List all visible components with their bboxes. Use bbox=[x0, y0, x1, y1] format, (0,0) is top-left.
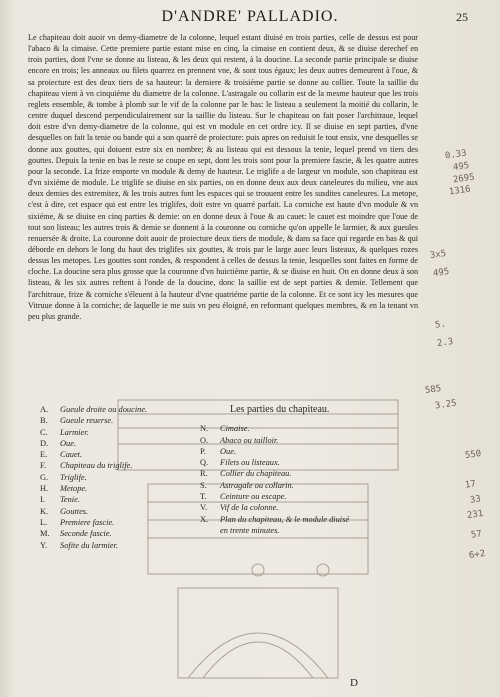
legend-key: K. bbox=[40, 506, 49, 516]
legend-key: Y. bbox=[40, 540, 48, 550]
legend-right bbox=[200, 404, 420, 536]
legend-label: en trente minutes. bbox=[220, 525, 280, 535]
legend-key: G. bbox=[40, 472, 49, 482]
margin-note: 2695 bbox=[452, 172, 476, 186]
margin-note: 585 bbox=[424, 383, 442, 397]
margin-note: 0.33 bbox=[444, 148, 468, 162]
legend-label: Plan du chapiteau, & le module diuisé bbox=[220, 514, 350, 524]
legend-title: Les parties du chapiteau. bbox=[230, 404, 330, 415]
legend-right-list bbox=[200, 423, 420, 536]
legend-left-list bbox=[40, 404, 210, 551]
margin-note: 495 bbox=[452, 160, 470, 174]
legend-label: Abaco ou tailloir. bbox=[220, 435, 279, 445]
legend-label: Premiere fascie. bbox=[60, 517, 115, 527]
legend-key: N. bbox=[200, 424, 209, 434]
legend-row bbox=[40, 517, 210, 528]
legend-row bbox=[40, 427, 210, 438]
legend-label: Ceinture ou escape. bbox=[220, 492, 287, 502]
margin-note: 17 bbox=[464, 479, 477, 491]
legend-key: E. bbox=[40, 450, 48, 460]
legend-row bbox=[40, 460, 210, 471]
legend-key: X. bbox=[200, 514, 209, 524]
signature-mark: D bbox=[350, 677, 358, 689]
margin-note: 6+2 bbox=[468, 548, 486, 562]
legend-label: Gueule droite ou doucine. bbox=[60, 405, 148, 414]
legend-label: Tenie. bbox=[60, 495, 80, 505]
legend-row bbox=[40, 449, 210, 460]
legend-row bbox=[200, 491, 420, 502]
margin-notes bbox=[425, 150, 495, 570]
legend-key: L. bbox=[40, 517, 48, 527]
margin-note: 3x5 bbox=[429, 248, 447, 262]
legend-row bbox=[40, 494, 210, 505]
legend-row bbox=[40, 472, 210, 483]
legend-label: Collier du chapiteau. bbox=[220, 469, 292, 479]
legend-label: Sofite du larmier. bbox=[60, 540, 118, 550]
body-paragraph: Le chapiteau doit auoir vn demy-diametre de la colonne, lequel estant diuisé en trois parties, celle de dessus est pour l'abaco & la cimaise. Cette premiere partie estant mise en cinq, la cimaise en contient deux, & se diuise derechef en trois parties, dont l'vne se donne au listeau, & les deux qui restent, à la doucine. La seconde partie principale se diuise encore en trois; les anneaux ou filets quarrez en prennent vne, & sont tous égaux; les deux autres demeurent à l'oue, & sa proiecture est des deux tiers de sa hauteur: la derniere & troisiéme partie se donne au collier. Toute la saillie du chapiteau vient à vn cinquiéme du diametre de la colonne. L'astragale ou collarin est de la mesme hauteur que les trois reglets ensemble, & tombe à plomb sur le vif de la colonne par le bas: le listeau a seulement la moitié du collarin, le centre duquel descend perpendiculairement sur la saillie du listeau. Sur le chapiteau on fait poser l'architraue, lequel doit estre d'vn demy-diametre de la colonne, qui est vn module en cet ordre icy. Il se diuise en sept parties, d'vne desquelles on fait la tenie ou bande qui a son quarré de proiecture: puis apres on reduisit le tout ensix, vne desquelles se donne aux gouttes, qui doiuent estre six en nombre; & au listeau qui est dessous la tenie, lequel prend vn tiers des gouttes. Depuis la tenie en bas le reste se coupe en sept, dont les trois sont pour la premiere fascie, & les quatre autres pour la seconde. La frize emporte vn module & demy de hauteur. Le triglife a de largeur vn module, son chapiteau est d'vn sixiéme de module. Le triglife se diuise en six parties, on en donne deux aux deux caneleures du milieu, vne aux deux demies des extremitez, & les trois autres font les espaces qui se trouuent entre les susdites caneleures. La metope, c'est à dire, cet espace qui est entre les triglifes, doit estre vn quarré parfait. La corniche est haute d'vn module & vn sixiéme, & se diuise en cinq parties & demie: on en donne deux à l'oue & au cauet: le cauet est moindre que l'oue de tout son listeau; les autres trois & demie se donnent à la couronne ou corniche qu'on appelle le larmier, & aux gueules renuersée & droite. La couronne doit auoir de proiecture deux tiers de module, & dans sa face qui regarde en bas & qui déborde en dehors le long du haut des triglifes six gouttes, & trois par le large auec leurs listeaux, & quelques rozes dessus les metopes. Les gouttes sont rondes, & respondent à celles de dessus la tenie, lesquelles sont faites en forme de cloche. La doucine sera plus grosse que la couronne d'vn huictiéme partie, & se diuise en huit. On en donne deux à son listeau, & les six autres reftent à l'onde de la doucine, donc la saillie est de sept parties & demie. Tellement que l'architraue, frize & corniche s'éleuent à la hauteur d'vne quatriéme partie de la colonne. Et ce sont icy les mesures que Vitruue donne à la corniche; de laquelle ie me suis vn peu éloigné, en reformant quelques membres, & en la tenant vn peu plus grande. bbox=[28, 33, 418, 321]
legend-row bbox=[200, 480, 420, 491]
legend-row bbox=[40, 404, 210, 415]
legend-key: H. bbox=[40, 484, 49, 494]
legend-key: R. bbox=[200, 469, 208, 479]
legend-label: Metope. bbox=[60, 484, 88, 494]
legend-row bbox=[200, 514, 420, 525]
legend-key: F. bbox=[40, 461, 47, 471]
margin-note: 231 bbox=[466, 508, 484, 522]
margin-note: 1316 bbox=[448, 184, 472, 198]
legend-label: Filets ou listeaux. bbox=[220, 458, 280, 468]
legend-row bbox=[40, 528, 210, 539]
legend-key: C. bbox=[40, 427, 48, 437]
margin-note: 550 bbox=[464, 448, 482, 462]
legend-label: Gouttes. bbox=[60, 506, 89, 516]
legend-row bbox=[40, 540, 210, 551]
legend-label: Larmier. bbox=[60, 427, 89, 437]
legend-label: Oue. bbox=[60, 438, 77, 448]
legend-row bbox=[40, 415, 210, 426]
legend-label: Gueule reuerse. bbox=[60, 416, 114, 426]
legend-label: Vif de la colonne. bbox=[220, 503, 279, 513]
margin-note: 3.25 bbox=[434, 398, 458, 412]
legend-key: O. bbox=[200, 435, 209, 445]
legend-row bbox=[200, 502, 420, 513]
legend-key: P. bbox=[200, 446, 206, 456]
legend-key: T. bbox=[200, 492, 207, 502]
legend-key: I. bbox=[40, 495, 45, 505]
legend-label: Chapiteau du triglife. bbox=[60, 461, 133, 471]
legend-row bbox=[200, 435, 420, 446]
legend-key: A. bbox=[40, 405, 49, 414]
legend-row bbox=[200, 446, 420, 457]
margin-note: 495 bbox=[432, 266, 450, 280]
legend-row bbox=[40, 483, 210, 494]
margin-note: 5. bbox=[434, 319, 447, 331]
legend-key: V. bbox=[200, 503, 208, 513]
legend-label: Cauet. bbox=[60, 450, 83, 460]
legend-left bbox=[40, 404, 210, 551]
legend-key: B. bbox=[40, 416, 48, 426]
legend-row bbox=[200, 457, 420, 468]
legend-label: Triglife. bbox=[60, 472, 87, 482]
legend-label: Oue. bbox=[220, 446, 237, 456]
legend-key: Q. bbox=[200, 458, 209, 468]
legend-row bbox=[200, 423, 420, 434]
legend-label: Astragale ou collarin. bbox=[220, 480, 294, 490]
margin-note: 2.3 bbox=[436, 336, 454, 350]
legend-label: Seconde fascie. bbox=[60, 529, 112, 539]
legend-row bbox=[40, 506, 210, 517]
legend-key: D. bbox=[40, 438, 49, 448]
legend-key bbox=[200, 525, 220, 536]
legend-label: Cimaise. bbox=[220, 424, 250, 434]
running-head: D'ANDRE' PALLADIO. bbox=[161, 8, 339, 25]
legend-key: M. bbox=[40, 529, 50, 539]
margin-note: 57 bbox=[470, 529, 483, 541]
legend-row bbox=[40, 438, 210, 449]
margin-note: 33 bbox=[469, 494, 482, 506]
legend-row bbox=[200, 525, 420, 536]
page-number: 25 bbox=[456, 10, 468, 24]
legend-row bbox=[200, 468, 420, 479]
legend-key: S. bbox=[200, 480, 207, 490]
